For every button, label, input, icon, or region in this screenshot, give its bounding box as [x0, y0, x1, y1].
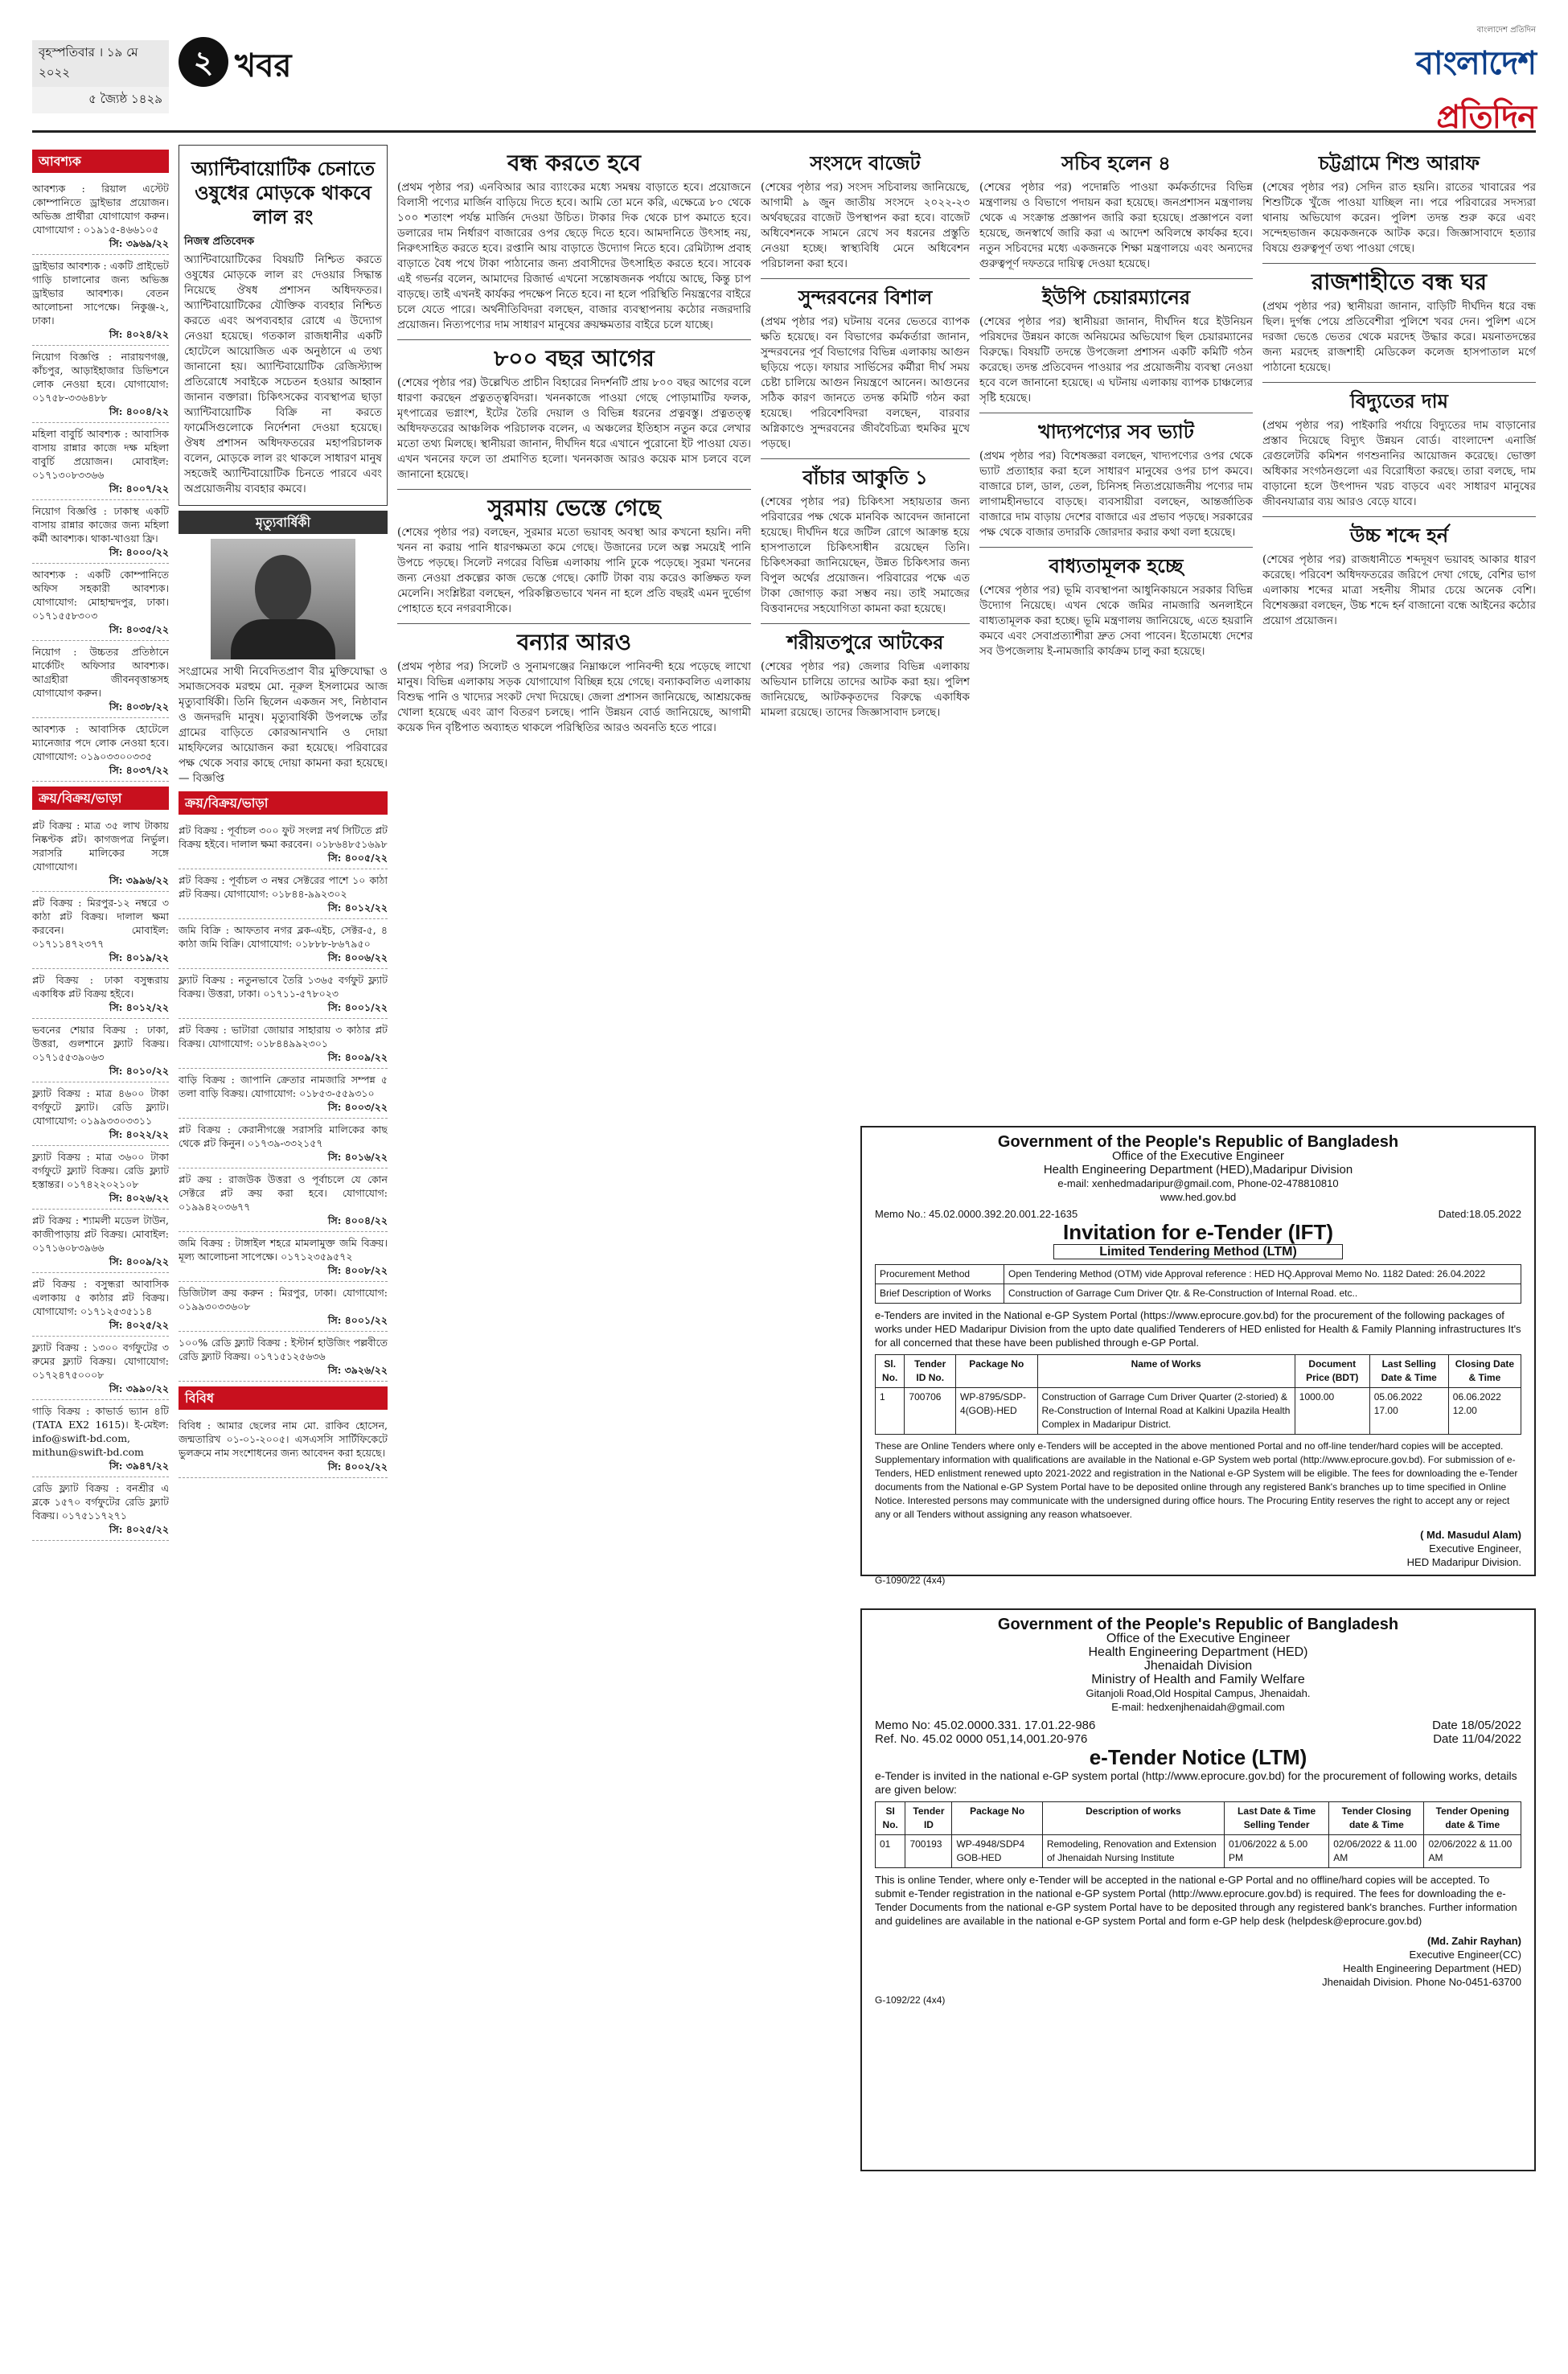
tender-gov: Government of the People's Republic of Bangladesh — [997, 1133, 1399, 1151]
tender-info-table: Procurement Method Open Tendering Method (OTM) vide Approval reference : HED HQ.Approval Memo No. 1182 Dated: 26.04.2022 Brief Description of Works Construction of Garrage Cum Driver Qtr. & Re-Construction of Internal Road. etc.. — [875, 1264, 1521, 1304]
tender-web[interactable]: www.hed.gov.bd — [1160, 1191, 1237, 1203]
classified-ad: ফ্ল্যাট বিক্রয় : মাত্র ৩৬০০ টাকা বর্গফুটে ফ্ল্যাট বিক্রয়। রেডি ফ্ল্যাট হস্তান্তর। ০১৭৪২২০২১০৮ সি: ৪০২৬/২২ — [32, 1146, 169, 1210]
misc-section-title: বিবিধ — [179, 1386, 388, 1410]
obituary-photo — [211, 539, 355, 659]
story-body: (শেষের পৃষ্ঠার পর) উল্লেখিত প্রাচীন বিহারের নিদর্শনটি প্রায় ৮০০ বছর আগের বলে ধারণা করছেন প্রত্নতত্ত্ববিদরা। খননকাজে পাওয়া গেছে পোড়ামাটির ফলক, মৃৎপাত্রের ভগ্নাংশ, ইটের তৈরি দেয়াল ও বিভিন্ন ধরনের প্রত্নবস্তু। প্রত্নতত্ত্ব অধিদফতরের আঞ্চলিক পরিচালক বলেন, এ অঞ্চলের ইতিহাস নতুন করে লেখার মতো তথ্য মিলছে। স্থানীয়রা জানান, দীর্ঘদিন ধরে এখানে পুরোনো ইট পাওয়া যেত। এখন খননের ফলে তা প্রমাণিত হলো। খননকাজ আরও কয়েক মাস চলবে বলে জানানো হয়েছে। — [397, 376, 751, 481]
story-headline[interactable]: ৮০০ বছর আগের — [494, 345, 655, 372]
story-headline[interactable]: বিদ্যুতের দাম — [1350, 390, 1448, 413]
story-body: (প্রথম পৃষ্ঠার পর) এনবিআর আর ব্যাংকের মধ্যে সমন্বয় বাড়াতে হবে। প্রয়োজনে বিলাসী পণ্যের মার্জিন বাড়িয়ে দিতে হবে। আমি তো মনে করি, এক্ষেত্রে ৮০ থেকে ১০০ শতাংশ পর্যন্ত মার্জিন দেওয়া উচিত। টাকার দিক থেকে চাপ কমাতে হবে। ডলারের দাম নির্ধারণ বাজারের ওপর ছেড়ে দিতে হবে। আমদানিতে উৎসাহ নয়, নিরুৎসাহিত করতে হবে। রপ্তানি আয় বাড়াতে উদ্যোগ নিতে হবে। রেমিট্যান্স প্রবাহ বাড়াতে বৈধ পথে টাকা পাঠানোর জন্য প্রবাসীদের উৎসাহিত করতে হবে। সাবেক এই গভর্নর বলেন, আমাদের রিজার্ভ এখনো সন্তোষজনক পর্যায়ে আছে, কিন্তু চাপ বাড়ছে। তাই এখনই কার্যকর পদক্ষেপ নিতে হবে। না হলে পরিস্থিতি নিয়ন্ত্রণের বাইরে চলে যেতে পারে। অর্থনীতিবিদরা বলছেন, বাজার ব্যবস্থাপনায় কঠোর নজরদারি প্রয়োজন। নিত্যপণ্যের দাম সাধারণ মানুষের ক্রয়ক্ষমতার বাইরে চলে যাচ্ছে। — [397, 181, 751, 331]
obituary-body: সংগ্রামের সাথী নিবেদিতপ্রাণ বীর মুক্তিযোদ্ধা ও সমাজসেবক মরহুম মো. নূরুল ইসলামের আজ মৃত্যুবার্ষিকী। তিনি ছিলেন একজন সৎ, নিষ্ঠাবান ও জনদরদি মানুষ। মৃত্যুবার্ষিকী উপলক্ষে তাঁর গ্রামের বাড়িতে কোরআনখানি ও দোয়া মাহফিলের আয়োজন করা হয়েছে। পরিবারের পক্ষ থেকে সবার কাছে দোয়া কামনা করা হয়েছে। — বিজ্ঞপ্তি — [179, 665, 388, 785]
classifieds-column — [32, 145, 169, 2348]
story-headline[interactable]: খাদ্যপণ্যের সব ভ্যাট — [1038, 421, 1194, 443]
logo-tagline: বাংলাদেশ প্রতিদিন — [1476, 26, 1536, 35]
story-body: (প্রথম পৃষ্ঠার পর) পাইকারি পর্যায়ে বিদ্যুতের দাম বাড়ানোর প্রস্তাব দিয়েছে বিদ্যুৎ উন্নয়ন বোর্ড। বাংলাদেশ এনার্জি রেগুলেটরি কমিশন গণশুনানির আয়োজন করেছে। ভোক্তা অধিকার সংগঠনগুলো এর বিরোধিতা করছে। তারা বলছে, দাম বাড়ানো হলে উৎপাদন খরচ বাড়বে এবং সাধারণ মানুষের জীবনযাত্রার ব্যয় আরও বেড়ে যাবে। — [1262, 419, 1536, 508]
tender-title: e-Tender Notice (LTM) — [1089, 1745, 1307, 1769]
story-headline[interactable]: সংসদে বাজেট — [810, 152, 921, 175]
column-3 — [397, 145, 751, 2348]
classified-ad: বাড়ি বিক্রয় : জাপানি ক্রেতার নামজারি সম্পন্ন ৫ তলা বাড়ি বিক্রয়। যোগাযোগ: ০১৮৫৩-৫৫৯৩১০ সি: ৪০০৩/২২ — [179, 1069, 388, 1119]
story-headline[interactable]: শরীয়তপুরে আটকের — [786, 631, 944, 654]
tender-code: G-1090/22 (4x4) — [875, 1575, 946, 1586]
table-cell: 06.06.2022 12.00 — [1448, 1388, 1521, 1435]
page-header — [32, 24, 1536, 136]
tender-intro: e-Tender is invited in the national e-GP system portal (http://www.eprocure.gov.bd) for the procurement of following works, details are given below: — [875, 1769, 1517, 1796]
masthead-logo[interactable] — [1327, 24, 1536, 146]
tender-office: Office of the Executive Engineer — [1111, 1149, 1284, 1163]
classified-ad: আবশ্যক : একটি কোম্পানিতে অফিস সহকারী আবশ্যক। যোগাযোগ: মোহাম্মদপুর, ঢাকা। ০১৭১৫৫৮৩০৩ সি: ৪০৩৫/২২ — [32, 564, 169, 641]
story-headline[interactable]: বন্ধ করতে হবে — [507, 150, 642, 176]
column-6 — [1262, 145, 1536, 1110]
story-body: (শেষের পৃষ্ঠার পর) স্থানীয়রা জানান, দীর্ঘদিন ধরে ইউনিয়ন পরিষদের উন্নয়ন কাজে অনিয়মের অভিযোগ ছিল চেয়ারম্যানের বিরুদ্ধে। বিষয়টি তদন্তে উপজেলা প্রশাসন একটি কমিটি গঠন করেছে। তদন্ত প্রতিবেদন পাওয়ার পর প্রয়োজনীয় ব্যবস্থা নেওয়া হবে বলে জানানো হয়েছে। এ ঘটনায় এলাকায় ব্যাপক চাঞ্চল্যের সৃষ্টি হয়েছে। — [979, 315, 1253, 405]
table-header-cell: Tender ID — [905, 1802, 952, 1835]
buysell-list — [32, 815, 169, 1541]
table-cell: 01 — [876, 1835, 905, 1868]
logo-wordmark: বাংলাদেশ প্রতিদিন — [1415, 45, 1536, 136]
story-body: (শেষের পৃষ্ঠার পর) জেলার বিভিন্ন এলাকায় অভিযান চালিয়ে তাদের আটক করা হয়। পুলিশ জানিয়েছে, আটককৃতদের বিরুদ্ধে একাধিক মামলা রয়েছে। তাদের জিজ্ঞাসাবাদ চলছে। — [761, 660, 970, 719]
classified-ad: আবশ্যক : রিয়াল এস্টেট কোম্পানিতে ড্রাইভার প্রয়োজন। অভিজ্ঞ প্রার্থীরা যোগাযোগ করুন। যোগাযোগ : ০১৯১৫-৪৬৬১০৫ সি: ৩৯৬৯/২২ — [32, 178, 169, 255]
table-cell: 02/06/2022 & 11.00 AM — [1329, 1835, 1424, 1868]
misc-ad: বিবিধ : আমার ছেলের নাম মো. রাকিব হোসেন, জন্মতারিখ ০১-০১-২০০৫। এসএসসি সার্টিফিকেটে ভুলক্রমে নাম সংশোধনের জন্য আবেদন করা হয়েছে। সি: ৪০০২/২২ — [179, 1415, 388, 1478]
classified-ad: ফ্ল্যাট বিক্রয় : নতুনভাবে তৈরি ১৩৬৫ বর্গফুট ফ্ল্যাট বিক্রয়। উত্তরা, ঢাকা। ০১৭১১-৫৭৮০২৩ সি: ৪০০১/২২ — [179, 969, 388, 1019]
story-headline[interactable]: উচ্চ শব্দে হর্ন — [1349, 524, 1449, 547]
story-body: (শেষের পৃষ্ঠার পর) পদোন্নতি পাওয়া কর্মকর্তাদের বিভিন্ন মন্ত্রণালয় ও বিভাগে পদায়ন করা হয়েছে। জনপ্রশাসন মন্ত্রণালয় থেকে এ সংক্রান্ত প্রজ্ঞাপন জারি করা হয়েছে। প্রজ্ঞাপনে বলা হয়েছে, জনস্বার্থে জারি করা এ আদেশ অবিলম্বে কার্যকর হবে। নতুন সচিবদের মধ্যে একজনকে শিক্ষা মন্ত্রণালয়ে এবং অন্যদের গুরুত্বপূর্ণ দফতরে দায়িত্ব দেওয়া হয়েছে। — [979, 181, 1253, 270]
classified-ad: ফ্ল্যাট বিক্রয় : ১৩০০ বর্গফুটের ৩ রুমের ফ্ল্যাট বিক্রয়। যোগাযোগ: ০১৭২৪৭৫০০০৮ সি: ৩৯৯০/২২ — [32, 1337, 169, 1400]
table-header-cell: Tender Closing date & Time — [1329, 1802, 1424, 1835]
table-cell: 700706 — [905, 1388, 956, 1435]
lead-story[interactable] — [179, 145, 388, 506]
classified-ad: প্লট বিক্রয় : মাত্র ৩৫ লাখ টাকায় নিষ্কণ্টক প্লট। কাগজপত্র নির্ভুল। সরাসরি মালিকের সঙ্গে যোগাযোগ। সি: ৩৯৯৬/২২ — [32, 815, 169, 892]
tender-packages-table — [875, 1801, 1521, 1868]
date-bangla: ৫ জ্যৈষ্ঠ ১৪২৯ — [32, 87, 169, 113]
classified-ad: প্লট বিক্রয় : ভাটারা জোয়ার সাহারায় ৩ কাঠার প্লট বিক্রয়। যোগাযোগ: ০১৮৪৪৯৯২৩০১ সি: ৪০০৯/২২ — [179, 1019, 388, 1069]
buysell-section-title: ক্রয়/বিক্রয়/ভাড়া — [32, 787, 169, 810]
story-body: (প্রথম পৃষ্ঠার পর) স্থানীয়রা জানান, বাড়িটি দীর্ঘদিন ধরে বন্ধ ছিল। দুর্গন্ধ পেয়ে প্রতিবেশীরা পুলিশে খবর দেন। পুলিশ এসে দরজা ভেঙে ভেতর থেকে মরদেহ উদ্ধার করে। ময়নাতদন্তের জন্য মরদেহ রাজশাহী মেডিকেল কলেজ হাসপাতাল মর্গে পাঠানো হয়েছে। — [1262, 300, 1536, 374]
story-headline[interactable]: বাধ্যতামূলক হচ্ছে — [1049, 555, 1184, 577]
tender-ministry: Ministry of Health and Family Welfare — [1091, 1673, 1305, 1686]
classified-ad: ১০০% রেডি ফ্ল্যাট বিক্রয় : ইস্টার্ন হাউজিং পল্লবীতে রেডি ফ্ল্যাট বিক্রয়। ০১৭১৫১২৫৬৩৬ সি: ৩৯২৬/২২ — [179, 1332, 388, 1382]
story-body: (শেষের পৃষ্ঠার পর) রাজধানীতে শব্দদূষণ ভয়াবহ আকার ধারণ করেছে। পরিবেশ অধিদফতরের জরিপে দেখা গেছে, বেশির ভাগ এলাকায় শব্দের মাত্রা সহনীয় সীমার চেয়ে অনেক বেশি। বিশেষজ্ঞরা বলছেন, উচ্চ শব্দে হর্ন বাজানো বন্ধে আইনের কঠোর প্রয়োগ প্রয়োজন। — [1262, 553, 1536, 627]
tender-notes: These are Online Tenders where only e-Tenders will be accepted in the above mentioned Portal and no off-line tender/hard copies will be accepted. Supplementary information with qualifications are available in the National e-GP System web portal (http://www.eprocure.gov.bd). For submission of e-Tenders, HED enlistment renewed upto 2021-2022 and registration in the National e-GP System will be eligible. The fees for downloading the e-Tender documents from the National e-GP System Portal have to be deposited online through any registered Bank's branches up to time specified in Online Notice. Interested persons may communicate with the undersigned during office hours. The Procuring Entity reserves the right to accept any or reject any or all Tenders without assigning any reason whatsoever. — [875, 1440, 1518, 1520]
classified-ad: জমি বিক্রি : আফতাব নগর ব্লক-এইচ, সেক্টর-৫, ৪ কাঠা জমি বিক্রি। যোগাযোগ: ০১৮৮৮-৮৬৭৯৫০ সি: ৪০০৬/২২ — [179, 919, 388, 969]
needed-section-title: আবশ্যক — [32, 150, 169, 173]
date-block — [32, 40, 169, 113]
story-headline[interactable]: বাঁচার আকুতি ১ — [802, 466, 928, 489]
story-body: (শেষের পৃষ্ঠার পর) ভূমি ব্যবস্থাপনা আধুনিকায়নে সরকার বিভিন্ন উদ্যোগ নিয়েছে। এখন থেকে জমির নামজারি অনলাইনে বাধ্যতামূলক করা হচ্ছে। ভূমি মন্ত্রণালয় জানিয়েছে, এতে হয়রানি কমবে এবং সেবাপ্রত্যাশীরা দ্রুত সেবা পাবেন। ইতোমধ্যে দেশের সব উপজেলায় ই-নামজারি কার্যক্রম চালু করা হয়েছে। — [979, 584, 1253, 658]
table-header-cell: Tender ID No. — [905, 1355, 956, 1388]
story-headline[interactable]: সচিব হলেন ৪ — [1061, 152, 1171, 175]
classified-ad: প্লট বিক্রয় : মিরপুর-১২ নম্বরে ৩ কাঠা প্লট বিক্রয়। দালাল ক্ষমা করবেন। মোবাইল: ০১৭১১৪৭২৩৭৭ সি: ৪০১৯/২২ — [32, 892, 169, 969]
classified-ad: ভবনের শেয়ার বিক্রয় : ঢাকা, উত্তরা, গুলশানে ফ্ল্যাট বিক্রয়। ০১৭১৫৫৩৯০৬৩ সি: ৪০১০/২২ — [32, 1019, 169, 1082]
classified-ad: নিয়োগ বিজ্ঞপ্তি : ঢাকাস্থ একটি বাসায় রান্নার কাজের জন্য মহিলা কর্মী আবশ্যক। থাকা-খাওয়া ফ্রি। সি: ৪০০০/২২ — [32, 500, 169, 564]
table-header-cell: Package No — [956, 1355, 1038, 1388]
tender-ad-jhenaidah — [860, 1608, 1536, 2171]
story-headline[interactable]: ইউপি চেয়ারম্যানের — [1041, 286, 1191, 309]
column-2 — [179, 145, 388, 2348]
classified-ad: গাড়ি বিক্রয় : কাভার্ড ভ্যান ৪টি (TATA EX2 1615)। ই-মেইল: info@swift-bd.com, mithun@swift-bd.com সি: ৩৯৪৭/২২ — [32, 1400, 169, 1477]
classified-ad: প্লট বিক্রয় : শ্যামলী মডেল টাউন, কাজীপাড়ায় প্লট বিক্রয়। মোবাইল: ০১৭১৬০৮৩৯৬৬ সি: ৪০০৯/২২ — [32, 1210, 169, 1273]
tender-office: Office of the Executive Engineer — [1106, 1632, 1291, 1645]
section-title: খবর — [235, 47, 292, 84]
obituary-title: মৃত্যুবার্ষিকী — [179, 511, 388, 534]
tender-intro: e-Tenders are invited in the National e-GP System Portal (https://www.eprocure.gov.bd) for the procurement of the following packages of works under HED Madaripur Division from the upto date qualified Tenderers of HED enlisted for Health & Family Planning infrastructures It's for all concerned that these have been published through e-GP Portal. — [875, 1309, 1521, 1349]
story-headline[interactable]: সুন্দরবনের বিশাল — [798, 286, 933, 309]
story-body: (শেষের পৃষ্ঠার পর) সেদিন রাত হয়নি। রাতের খাবারের পর শিশুটিকে খুঁজে পাওয়া যাচ্ছিল না। পরে পরিবারের সদস্যরা থানায় অভিযোগ করেন। পুলিশ তদন্ত শুরু করে এবং সন্দেহভাজন কয়েকজনকে আটক করে। জিজ্ঞাসাবাদে হত্যার বিষয়ে গুরুত্বপূর্ণ তথ্য পাওয়া গেছে। — [1262, 181, 1536, 255]
tender-memo: Memo No.: 45.02.0000.392.20.001.22-1635 — [875, 1208, 1078, 1220]
table-cell: 01/06/2022 & 5.00 PM — [1225, 1835, 1329, 1868]
tender-memo-row: Memo No: 45.02.0000.331. 17.01.22-986 Date 18/05/2022 — [875, 1719, 1521, 1732]
tender-email[interactable]: E-mail: hedxenjhenaidah@gmail.com — [1111, 1701, 1285, 1713]
tender-dept: Health Engineering Department (HED),Madaripur Division — [1043, 1163, 1353, 1177]
tender-title: Invitation for e-Tender (IFT) — [1062, 1220, 1334, 1244]
story-headline[interactable]: রাজশাহীতে বন্ধ ঘর — [1311, 269, 1488, 295]
tender-packages-table — [875, 1354, 1521, 1435]
classified-ad: প্লট বিক্রয় : পূর্বাচল ৩০০ ফুট সংলগ্ন নর্থ সিটিতে প্লট বিক্রয় হইবে। দালাল ক্ষমা করবেন। ০১৮৬৪৮৫১৬৯৮ সি: ৪০০৫/২২ — [179, 819, 388, 869]
tender-date: Dated:18.05.2022 — [1438, 1208, 1521, 1220]
buysell2-section-title: ক্রয়/বিক্রয়/ভাড়া — [179, 791, 388, 815]
page-number: ২ — [179, 37, 228, 87]
tender-email[interactable]: e-mail: xenhedmadaripur@gmail.com, Phone-02-478810810 — [1057, 1177, 1339, 1189]
tender-memo-row — [875, 1207, 1521, 1221]
tender-gov: Government of the People's Republic of Bangladesh — [997, 1616, 1399, 1633]
table-cell: 1000.00 — [1295, 1388, 1369, 1435]
classified-ad: রেডি ফ্ল্যাট বিক্রয় : বনশ্রীর এ ব্লকে ১৫৭০ বর্গফুটের রেডি ফ্ল্যাট বিক্রয়। ০১৭৫১১৭২৭১ সি: ৪০২৫/২২ — [32, 1477, 169, 1541]
lead-headline[interactable]: অ্যান্টিবায়োটিক চেনাতে ওষুধের মোড়কে থাকবে লাল রং — [191, 158, 376, 228]
table-header-cell: Document Price (BDT) — [1295, 1355, 1369, 1388]
classified-ad: জমি বিক্রয় : টাঙ্গাইল শহরে মামলামুক্ত জমি বিক্রয়। মূল্য আলোচনা সাপেক্ষে। ০১৭১২৩৫৯৫৭২ সি: ৪০০৮/২২ — [179, 1232, 388, 1282]
needed-list — [32, 178, 169, 782]
story-body: (শেষের পৃষ্ঠার পর) চিকিৎসা সহায়তার জন্য পরিবারের পক্ষ থেকে মানবিক আবেদন জানানো হয়েছে। দীর্ঘদিন ধরে জটিল রোগে আক্রান্ত হয়ে হাসপাতালে চিকিৎসাধীন রয়েছেন তিনি। চিকিৎসকরা জানিয়েছেন, উন্নত চিকিৎসার জন্য বিপুল অর্থের প্রয়োজন। পরিবারের পক্ষে এত টাকা জোগাড় করা সম্ভব নয়। তাই সমাজের বিত্তবানদের সহযোগিতা কামনা করা হয়েছে। — [761, 495, 970, 615]
table-cell: Construction of Garrage Cum Driver Quarter (2-storied) & Re-Construction of Internal Road at Kalkini Upazila Health Complex in Madaripur District. — [1037, 1388, 1295, 1435]
table-cell: WP-8795/SDP-4(GOB)-HED — [956, 1388, 1038, 1435]
table-cell: Remodeling, Renovation and Extension of Jhenaidah Nursing Institute — [1042, 1835, 1224, 1868]
tender-code: G-1092/22 (4x4) — [875, 1994, 946, 2006]
tender-subtitle: Limited Tendering Method (LTM) — [1053, 1244, 1343, 1259]
table-cell: 05.06.2022 17.00 — [1369, 1388, 1448, 1435]
tender-ref-row: Ref. No. 45.02 0000 051,14,001.20-976 Date 11/04/2022 — [875, 1732, 1521, 1746]
buysell2-list — [179, 819, 388, 1382]
classified-ad: প্লট বিক্রয় : পূর্বাচল ৩ নম্বর সেক্টরের পাশে ১০ কাঠা প্লট বিক্রয়। যোগাযোগ: ০১৮৪৪-৯৯২৩০২ সি: ৪০১২/২২ — [179, 869, 388, 919]
table-cell: 700193 — [905, 1835, 952, 1868]
story-body: (শেষের পৃষ্ঠার পর) সংসদ সচিবালয় জানিয়েছে, আগামী ৯ জুন জাতীয় সংসদে ২০২২-২৩ অর্থবছরের বাজেট উপস্থাপন করা হবে। বাজেট অধিবেশনকে সামনে রেখে সব ধরনের প্রস্তুতি নেওয়া হচ্ছে। স্বাস্থ্যবিধি মেনে অধিবেশন পরিচালনা করা হবে। — [761, 181, 970, 270]
table-header-cell: Last Selling Date & Time — [1369, 1355, 1448, 1388]
story-body: (প্রথম পৃষ্ঠার পর) বিশেষজ্ঞরা বলছেন, খাদ্যপণ্যের ওপর থেকে ভ্যাট প্রত্যাহার করা হলে সাধারণ মানুষের ওপর চাপ কমবে। বাজারে চাল, ডাল, তেল, চিনিসহ নিত্যপ্রয়োজনীয় পণ্যের দাম লাগামহীনভাবে বাড়ছে। ব্যবসায়ীরা বলছেন, আন্তর্জাতিক বাজারে দাম বাড়ায় দেশের বাজারে এর প্রভাব পড়ছে। সরকারের পক্ষ থেকে বাজার তদারকি জোরদার করার কথা বলা হয়েছে। — [979, 450, 1253, 539]
story-body: (প্রথম পৃষ্ঠার পর) ঘটনায় বনের ভেতরে ব্যাপক ক্ষতি হয়েছে। বন বিভাগের কর্মকর্তারা জানান, সুন্দরবনের পূর্ব বিভাগের বিভিন্ন এলাকায় আগুন ছড়িয়ে পড়ে। ফায়ার সার্ভিসের কর্মীরা দীর্ঘ সময় চেষ্টা চালিয়ে আগুন নিয়ন্ত্রণে আনেন। আগুনের সঠিক কারণ জানতে তদন্ত কমিটি গঠন করা হয়েছে। পরিবেশবিদরা বলছেন, বারবার অগ্নিকাণ্ডে সুন্দরবনের জীববৈচিত্র্য হুমকির মুখে পড়ছে। — [761, 315, 970, 450]
table-header-cell: Name of Works — [1037, 1355, 1295, 1388]
table-header-cell: Description of works — [1042, 1802, 1224, 1835]
story-headline[interactable]: বন্যার আরও — [516, 629, 632, 655]
table-cell: WP-4948/SDP4 GOB-HED — [952, 1835, 1042, 1868]
table-cell: 1 — [876, 1388, 905, 1435]
table-header-cell: Closing Date & Time — [1448, 1355, 1521, 1388]
table-header-cell: Sl. No. — [876, 1355, 905, 1388]
classified-ad: ফ্ল্যাট বিক্রয় : মাত্র ৪৬০০ টাকা বর্গফুটে ফ্ল্যাট। রেডি ফ্ল্যাট। যোগাযোগ: ০১৯৯৩৩০৩৩১১ সি: ৪০২২/২২ — [32, 1082, 169, 1146]
tender-dept: Health Engineering Department (HED) — [1088, 1645, 1308, 1659]
lead-body: অ্যান্টিবায়োটিকের বিষয়টি নিশ্চিত করতে ওষুধের মোড়কে লাল রং দেওয়ার সিদ্ধান্ত নিয়েছে ঔষধ প্রশাসন অধিদফতর। অ্যান্টিবায়োটিকের যৌক্তিক ব্যবহার নিশ্চিত করতে এবং অপব্যবহার রোধে এ উদ্যোগ নেওয়া হয়েছে। গতকাল রাজধানীর একটি হোটেলে আয়োজিত এক অনুষ্ঠানে এ তথ্য জানানো হয়। অ্যান্টিবায়োটিক রেজিস্ট্যান্স প্রতিরোধে সবাইকে সচেতন হওয়ার আহ্বান জানান বক্তারা। চিকিৎসকের ব্যবস্থাপত্র ছাড়া অ্যান্টিবায়োটিক বিক্রি না করতে ফার্মেসিগুলোকে নির্দেশনা দেওয়া হয়েছে। ঔষধ প্রশাসন অধিদফতরের মহাপরিচালক বলেন, মোড়কে লাল রং থাকলে সাধারণ মানুষ সহজেই অ্যান্টিবায়োটিক চিনতে পারবে এবং অপ্রয়োজনীয় ব্যবহার কমবে। — [184, 253, 382, 495]
date-gregorian: বৃহস্পতিবার । ১৯ মে ২০২২ — [32, 40, 169, 87]
classified-ad: নিয়োগ : উচ্চতর প্রতিষ্ঠানে মার্কেটিং অফিসার আবশ্যক। আগ্রহীরা জীবনবৃত্তান্তসহ যোগাযোগ করুন। সি: ৪০৩৮/২২ — [32, 641, 169, 718]
classified-ad: প্লট ক্রয় : রাজউক উত্তরা ও পূর্বাচলে যে কোন সেক্টরে প্লট ক্রয় করা হবে। যোগাযোগ: ০১৯৯৪২০৩৬৭৭ সি: ৪০০৪/২২ — [179, 1169, 388, 1232]
table-header-cell: Last Date & Time Selling Tender — [1225, 1802, 1329, 1835]
story-headline[interactable]: চট্টগ্রামে শিশু আরাফ — [1318, 152, 1480, 175]
story-body: (শেষের পৃষ্ঠার পর) বলছেন, সুরমার মতো ভয়াবহ অবস্থা আর কখনো হয়নি। নদী খনন না করায় পানি ধারণক্ষমতা কমে গেছে। উজানের ঢলে অল্প সময়েই পানি উপচে পড়ছে। সিলেট নগরের বিভিন্ন এলাকায় পানি ঢুকে পড়েছে। সুরমা খননের জন্য নেওয়া প্রকল্পের কাজ ভেস্তে গেছে। কোটি টাকা ব্যয় করেও কাঙ্ক্ষিত ফল মেলেনি। সংশ্লিষ্টরা বলছেন, পরিকল্পিতভাবে খনন না হলে প্রতি বছরই এমন দুর্ভোগ পোহাতে হবে নগরবাসীকে। — [397, 526, 751, 615]
tender-ad-madaripur — [860, 1126, 1536, 1586]
story-headline[interactable]: সুরমায় ভেস্তে গেছে — [487, 495, 661, 521]
lead-byline: নিজস্ব প্রতিবেদক — [184, 236, 255, 248]
table-cell: 02/06/2022 & 11.00 AM — [1424, 1835, 1521, 1868]
tender-division: Jhenaidah Division — [1143, 1659, 1253, 1673]
tender-signature: (Md. Zahir Rayhan) Executive Engineer(CC) Health Engineering Department (HED) Jhenaidah Division. Phone No-0451-63700 — [1322, 1935, 1521, 1988]
classified-ad: ডিজিটাল ক্রয় করুন : মিরপুর, ঢাকা। যোগাযোগ: ০১৯৯৩০৩৩৬০৮ সি: ৪০০১/২২ — [179, 1282, 388, 1332]
column-5 — [979, 145, 1253, 1110]
table-header-cell: Package No — [952, 1802, 1042, 1835]
tender-address: Gitanjoli Road,Old Hospital Campus, Jhenaidah. — [1086, 1687, 1311, 1699]
table-header-cell: SI No. — [876, 1802, 905, 1835]
classified-ad: আবশ্যক : আবাসিক হোটেলে ম্যানেজার পদে লোক নেওয়া হবে। যোগাযোগ: ০১৯০৩৩০০৩৩৫ সি: ৪০৩৭/২২ — [32, 718, 169, 782]
classified-ad: ড্রাইভার আবশ্যক : একটি প্রাইভেট গাড়ি চালানোর জন্য অভিজ্ঞ ড্রাইভার আবশ্যক। বেতন আলোচনা সাপেক্ষে। নিকুঞ্জ-২, ঢাকা। সি: ৪০২৪/২২ — [32, 255, 169, 346]
classified-ad: প্লট বিক্রয় : বসুন্ধরা আবাসিক এলাকায় ৫ কাঠার প্লট বিক্রয়। যোগাযোগ: ০১৭১২৫৩৫১১৪ সি: ৪০২৫/২২ — [32, 1273, 169, 1337]
column-4 — [761, 145, 970, 1110]
table-header-cell: Tender Opening date & Time — [1424, 1802, 1521, 1835]
tender-signature: ( Md. Masudul Alam) Executive Engineer, HED Madaripur Division. — [1406, 1529, 1521, 1568]
classified-ad: মহিলা বাবুর্চি আবশ্যক : আবাসিক বাসায় রান্নার কাজে দক্ষ মহিলা বাবুর্চি প্রয়োজন। মোবাইল: ০১৭১৩০৮৩৩৬৬ সি: ৪০০৭/২২ — [32, 423, 169, 500]
classified-ad: প্লট বিক্রয় : ঢাকা বসুন্ধরায় একাধিক প্লট বিক্রয় হইবে। সি: ৪০১২/২২ — [32, 969, 169, 1019]
classified-ad: নিয়োগ বিজ্ঞপ্তি : নারায়ণগঞ্জ, কাঁচপুর, আড়াইহাজার ডিভিশনে লোক নেওয়া হবে। যোগাযোগ: ০১৭৫৮-৩৩৬৪৮৮ সি: ৪০০৪/২২ — [32, 346, 169, 423]
classified-ad: প্লট বিক্রয় : কেরানীগঞ্জে সরাসরি মালিকের কাছ থেকে প্লট কিনুন। ০১৭৩৯-৩৩২১৫৭ সি: ৪০১৬/২২ — [179, 1119, 388, 1169]
story-body: (প্রথম পৃষ্ঠার পর) সিলেট ও সুনামগঞ্জের নিম্নাঞ্চলে পানিবন্দী হয়ে পড়েছে লাখো মানুষ। বিভিন্ন এলাকায় সড়ক যোগাযোগ বিচ্ছিন্ন হয়ে গেছে। বন্যাকবলিত এলাকায় বিশুদ্ধ পানি ও খাদ্যের সংকট দেখা দিয়েছে। জেলা প্রশাসন জানিয়েছে, আশ্রয়কেন্দ্র খোলা হয়েছে এবং ত্রাণ বিতরণ চলছে। পানি উন্নয়ন বোর্ড জানিয়েছে, আগামী কয়েক দিন বৃষ্টিপাত অব্যাহত থাকলে পরিস্থিতির আরও অবনতি হতে পারে। — [397, 660, 751, 734]
tender-notes: This is online Tender, where only e-Tender will be accepted in the national e-GP Portal and no offline/hard copies will be accepted. To submit e-Tender registration in the national e-GP system Portal (http://www.eprocure.gov.bd) is required. The fees for downloading the e-Tender Documents from the national e-GP system Portal have to be deposited through any registered bank's branches. Further information and guidelines are available in the national e-GP system Portal and form e-GP help desk (helpdesk@eprocure.gov.bd) — [875, 1874, 1517, 1927]
